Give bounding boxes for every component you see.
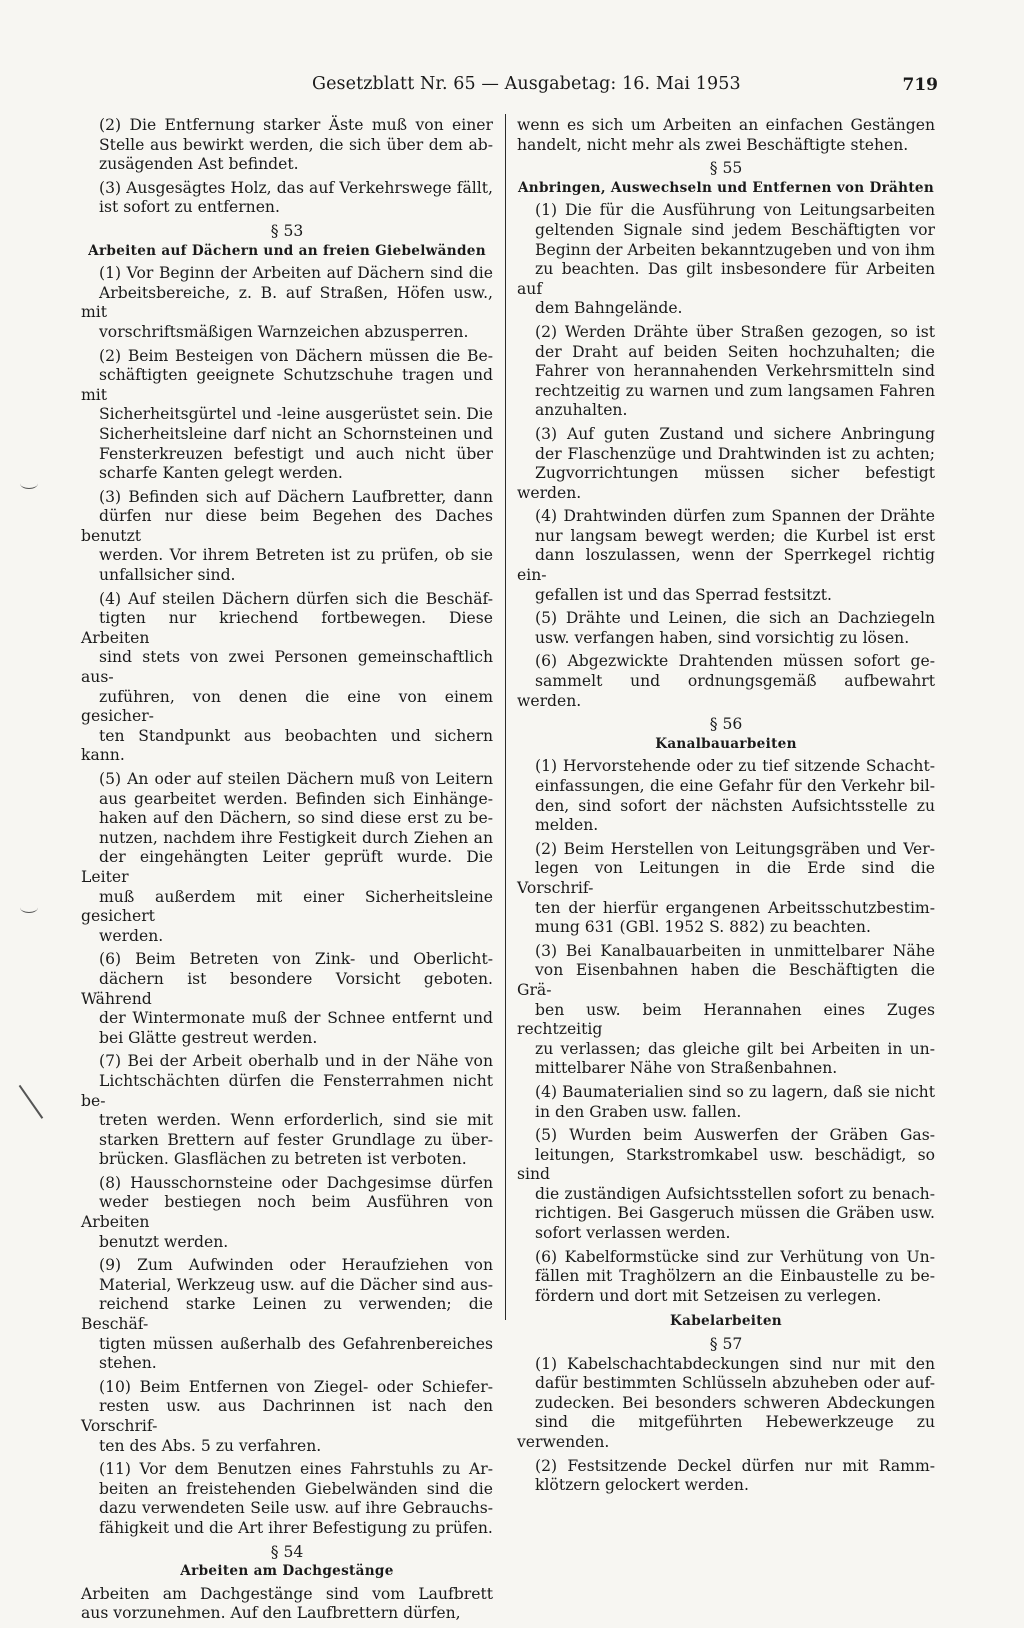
text-line: (4) Drahtwinden dürfen zum Spannen der Drähte (535, 507, 935, 526)
paragraph (81, 590, 493, 766)
paragraph (81, 950, 493, 1048)
section-title: Kabelarbeiten (670, 1313, 782, 1330)
text-line: schäftigten geeignete Schutzschuhe tragen und mit (81, 366, 493, 404)
text-line: anzuhalten. (535, 401, 628, 420)
text-line: weder bestiegen noch beim Ausführen von Arbeiten (81, 1193, 493, 1232)
text-line: treten werden. Wenn erforderlich, sind sie mit (99, 1111, 493, 1130)
text-line: (4) Baumaterialien sind so zu lagern, daß sie nicht (535, 1082, 935, 1101)
text-line: (9) Zum Aufwinden oder Heraufziehen von (99, 1256, 493, 1275)
section-number: § 54 (270, 1542, 304, 1561)
text-line: muß außerdem mit einer Sicherheitsleine gesichert (81, 887, 493, 926)
paragraph (517, 507, 935, 605)
text-line: ten des Abs. 5 zu verfahren. (99, 1436, 322, 1455)
text-line: rechtzeitig zu warnen und zum langsamen Fahren (535, 381, 935, 400)
paragraph (517, 1248, 935, 1307)
text-line: scharfe Kanten gelegt werden. (99, 464, 343, 483)
text-line: ist sofort zu entfernen. (99, 198, 280, 217)
text-line: (2) Beim Besteigen von Dächern müssen die Be- (99, 346, 493, 365)
text-line: der Wintermonate muß der Schnee entfernt und (99, 1009, 493, 1028)
text-line: (2) Werden Drähte über Straßen gezogen, so ist (535, 322, 935, 341)
text-line: Zugvorrichtungen müssen sicher befestigt werden. (517, 464, 935, 502)
text-line: (2) Beim Herstellen von Leitungsgräben und Ver- (535, 839, 935, 858)
section-title: Arbeiten am Dachgestänge (180, 1563, 394, 1580)
text-line: Fahrer von herannahenden Verkehrsmitteln sind (535, 362, 935, 381)
section-number: § 55 (709, 159, 743, 178)
paragraph (81, 1256, 493, 1374)
text-line: Fensterkreuzen befestigt und auch nicht über (99, 444, 493, 463)
text-line: (5) Drähte und Leinen, die sich an Dachziegeln (535, 609, 935, 628)
text-line: (7) Bei der Arbeit oberhalb und in der Nähe von (99, 1052, 493, 1071)
text-line: nur langsam bewegt werden; die Kurbel ist erst (535, 526, 935, 545)
paragraph (517, 1457, 935, 1496)
text-line: aus gearbeitet werden. Befinden sich Einhänge- (99, 789, 493, 808)
text-line: aus vorzunehmen. Auf den Laufbrettern dürfen, (81, 1604, 461, 1623)
text-line: (6) Abgezwickte Drahtenden müssen sofort ge- (535, 652, 935, 671)
text-line: sammelt und ordnungsgemäß aufbewahrt werden. (517, 672, 935, 710)
text-line: leitungen, Starkstromkabel usw. beschädigt, so sind (517, 1145, 935, 1184)
right-column (517, 116, 935, 1500)
header-title: Gesetzblatt Nr. 65 — Ausgabetag: 16. Mai 1953 (312, 74, 741, 94)
paragraph (81, 116, 493, 175)
section-title: Arbeiten auf Dächern und an freien Giebelwänden (88, 242, 486, 259)
paragraph (517, 942, 935, 1079)
text-line: (3) Auf guten Zustand und sichere Anbringung (535, 424, 935, 443)
text-line: mittelbarer Nähe von Straßenbahnen. (535, 1059, 838, 1078)
paragraph (81, 1174, 493, 1252)
text-line: zuführen, von denen die eine von einem gesicher- (81, 687, 493, 726)
text-line: der eingehängten Leiter geprüft wurde. Die Leiter (81, 848, 493, 886)
text-line: (5) An oder auf steilen Dächern muß von Leitern (99, 770, 493, 788)
text-line: legen von Leitungen in die Erde sind die Vorschrif- (517, 859, 935, 897)
text-line: werden. (99, 926, 164, 945)
text-line: (2) Die Entfernung starker Äste muß von einer (99, 116, 493, 134)
text-line: der Draht auf beiden Seiten hochzuhalten; die (535, 342, 935, 361)
text-line: wenn es sich um Arbeiten an einfachen Gestängen (517, 116, 935, 134)
text-line: (5) Wurden beim Auswerfen der Gräben Gas- (535, 1126, 935, 1145)
text-line: beiten an freistehenden Giebelwänden sind die (99, 1479, 493, 1498)
text-line: Arbeiten am Dachgestänge sind vom Laufbrett (81, 1584, 493, 1603)
paragraph (517, 609, 935, 648)
text-line: dürfen nur diese beim Begehen des Daches benutzt (81, 507, 493, 545)
text-line: sind stets von zwei Personen gemeinschaftlich aus- (81, 648, 493, 687)
paragraph (517, 757, 935, 835)
text-line: (6) Kabelformstücke sind zur Verhütung von Un- (535, 1247, 935, 1266)
text-line: (3) Ausgesägtes Holz, das auf Verkehrswege fällt, (99, 178, 493, 197)
text-line: (10) Beim Entfernen von Ziegel- oder Schiefer- (99, 1377, 493, 1396)
section-title: Kanalbauarbeiten (655, 735, 797, 752)
text-line: stehen. (99, 1354, 157, 1373)
text-line: brücken. Glasflächen zu betreten ist verboten. (99, 1150, 467, 1169)
text-line: zusägenden Ast befindet. (99, 155, 299, 174)
text-line: fähigkeit und die Art ihrer Befestigung zu prüfen. (99, 1518, 493, 1537)
section-title: Anbringen, Auswechseln und Entfernen von Drähten (517, 179, 935, 196)
paragraph (81, 1460, 493, 1538)
text-line: sind die mitgeführten Hebewerkzeuge zu verwenden. (517, 1413, 935, 1451)
text-line: Stelle aus bewirkt werden, die sich über dem ab- (99, 135, 493, 154)
text-line: einfassungen, die eine Gefahr für den Verkehr bil- (535, 777, 935, 795)
text-line: handelt, nicht mehr als zwei Beschäftigte stehen. (517, 135, 909, 154)
text-line: (2) Festsitzende Deckel dürfen nur mit Ramm- (535, 1456, 935, 1475)
text-line: dafür bestimmten Schlüsseln abzuheben oder auf- (535, 1374, 935, 1393)
text-line: Lichtschächten dürfen die Fensterrahmen nicht be- (81, 1071, 493, 1110)
text-line: ben usw. beim Herannahen eines Zuges rechtzeitig (517, 1000, 935, 1039)
text-line: ten Standpunkt aus beobachten und sichern kann. (81, 726, 493, 765)
paragraph (81, 1585, 493, 1624)
text-line: sofort verlassen werden. (535, 1224, 731, 1243)
text-line: usw. verfangen haben, sind vorsichtig zu lösen. (535, 628, 910, 647)
paragraph (517, 1126, 935, 1244)
text-line: (3) Bei Kanalbauarbeiten in unmittelbarer Nähe (535, 941, 935, 960)
paragraph (81, 347, 493, 484)
column-divider (505, 114, 506, 1320)
page-number: 719 (902, 75, 938, 95)
paragraph (517, 840, 935, 938)
paragraph (517, 425, 935, 503)
text-line: gefallen ist und das Sperrad festsitzt. (535, 585, 832, 604)
text-line: (8) Hausschornsteine oder Dachgesimse dürfen (99, 1173, 493, 1192)
text-line: Beginn der Arbeiten bekanntzugeben und von ihm (535, 240, 935, 259)
text-line: (6) Beim Betreten von Zink- und Oberlicht- (99, 950, 493, 969)
text-line: richtigen. Bei Gasgeruch müssen die Gräben usw. (535, 1204, 935, 1223)
margin-mark (20, 478, 38, 489)
paragraph (517, 116, 935, 155)
paragraph (81, 179, 493, 218)
text-line: klötzern gelockert werden. (535, 1476, 749, 1495)
text-line: (1) Hervorstehende oder zu tief sitzende Schacht- (535, 757, 935, 776)
text-line: resten usw. aus Dachrinnen ist nach den Vorschrif- (81, 1397, 493, 1435)
text-line: benutzt werden. (99, 1232, 229, 1251)
text-line: starken Brettern auf fester Grundlage zu über- (99, 1130, 493, 1149)
text-line: (3) Befinden sich auf Dächern Laufbretter, dann (99, 487, 493, 506)
text-line: melden. (535, 816, 599, 835)
margin-mark (19, 1085, 43, 1119)
paragraph (517, 323, 935, 421)
text-line: vorschriftsmäßigen Warnzeichen abzusperren. (99, 322, 469, 341)
text-line: dem Bahngelände. (535, 299, 683, 318)
text-line: der Flaschenzüge und Drahtwinden ist zu achten; (535, 444, 935, 463)
paragraph (81, 1378, 493, 1456)
text-line: (1) Die für die Ausführung von Leitungsarbeiten (535, 201, 935, 220)
text-line: die zuständigen Aufsichtsstellen sofort zu benach- (535, 1184, 935, 1203)
section-number: § 53 (270, 221, 304, 240)
text-line: fördern und dort mit Setzeisen zu verlegen. (535, 1286, 882, 1305)
paragraph (517, 652, 935, 711)
text-line: mung 631 (GBl. 1952 S. 882) zu beachten. (535, 918, 871, 937)
text-line: (4) Auf steilen Dächern dürfen sich die Beschäf- (99, 589, 493, 608)
text-line: Sicherheitsgürtel und -leine ausgerüstet sein. Die (99, 405, 493, 424)
text-line: Material, Werkzeug usw. auf die Dächer sind aus- (99, 1275, 493, 1294)
text-line: haken auf den Dächern, so sind diese erst zu be- (99, 809, 493, 828)
left-column (81, 116, 493, 1628)
text-line: (1) Vor Beginn der Arbeiten auf Dächern sind die (99, 264, 493, 283)
text-line: (1) Kabelschachtabdeckungen sind nur mit den (535, 1354, 935, 1373)
paragraph (517, 1355, 935, 1453)
page-header (80, 74, 940, 100)
paragraph (81, 770, 493, 946)
text-line: dächern ist besondere Vorsicht geboten. Während (81, 969, 493, 1008)
text-line: dann loszulassen, wenn der Sperrkegel richtig ein- (517, 546, 935, 585)
text-line: dazu verwendeten Seile usw. auf ihre Gebrauchs- (99, 1499, 493, 1518)
text-line: werden. Vor ihrem Betreten ist zu prüfen, ob sie (99, 546, 493, 565)
text-line: geltenden Signale sind jedem Beschäftigten vor (535, 220, 935, 239)
text-line: (11) Vor dem Benutzen eines Fahrstuhls zu Ar- (99, 1460, 493, 1479)
text-line: reichend starke Leinen zu verwenden; die Beschäf- (81, 1295, 493, 1334)
text-line: unfallsicher sind. (99, 566, 236, 585)
text-line: Sicherheitsleine darf nicht an Schornsteinen und (99, 424, 493, 443)
text-line: nutzen, nachdem ihre Festigkeit durch Ziehen an (99, 828, 493, 847)
paragraph (81, 264, 493, 342)
text-line: zu beachten. Das gilt insbesondere für Arbeiten auf (517, 260, 935, 298)
text-line: tigten nur kriechend fortbewegen. Diese Arbeiten (81, 609, 493, 647)
text-line: fällen mit Traghölzern an die Einbaustelle zu be- (535, 1267, 935, 1286)
text-line: Arbeitsbereiche, z. B. auf Straßen, Höfen usw., mit (81, 283, 493, 322)
paragraph (517, 1083, 935, 1122)
text-line: in den Graben usw. fallen. (535, 1102, 742, 1121)
text-line: den, sind sofort der nächsten Aufsichtsstelle zu (535, 796, 935, 815)
section-number: § 57 (709, 1335, 743, 1354)
paragraph (81, 1052, 493, 1170)
section-number: § 56 (709, 715, 743, 734)
margin-mark (20, 902, 38, 913)
text-line: bei Glätte gestreut werden. (99, 1028, 318, 1047)
paragraph (81, 488, 493, 586)
text-line: ten der hierfür ergangenen Arbeitsschutzbestim- (535, 898, 935, 917)
paragraph (517, 201, 935, 319)
text-line: zu verlassen; das gleiche gilt bei Arbeiten in un- (535, 1039, 935, 1058)
text-line: zudecken. Bei besonders schweren Abdeckungen (535, 1393, 935, 1412)
text-line: von Eisenbahnen haben die Beschäftigten die Grä- (517, 961, 935, 999)
text-line: tigten müssen außerhalb des Gefahrenbereiches (99, 1334, 493, 1353)
